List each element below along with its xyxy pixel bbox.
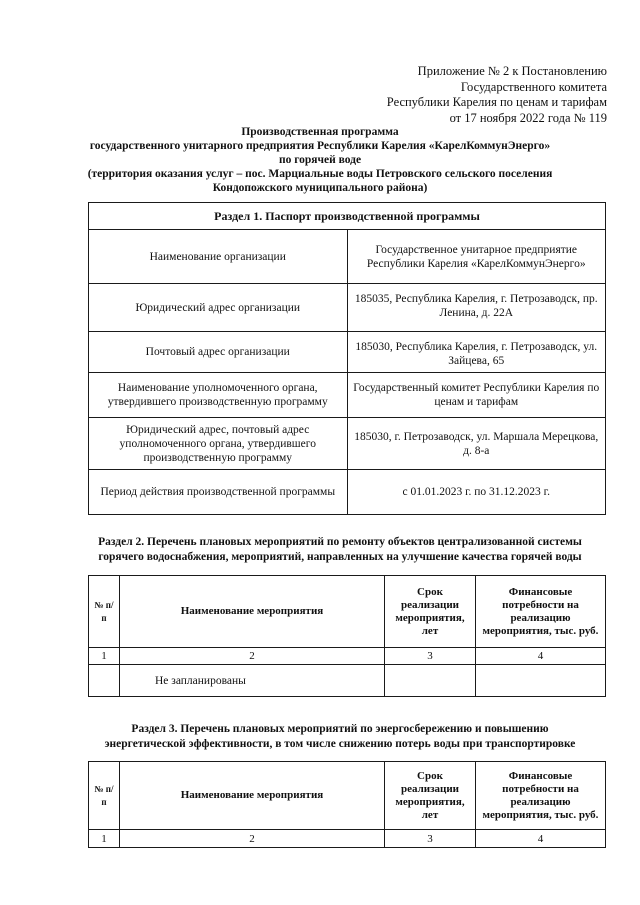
section-heading-line: горячего водоснабжения, мероприятий, направленных на улучшение качества горячей воды xyxy=(98,551,582,563)
index-cell: 2 xyxy=(120,830,385,848)
table-row xyxy=(89,470,606,515)
document-title xyxy=(60,125,580,195)
section-heading-line: энергетической эффективности, в том числе снижению потерь воды при транспортировке xyxy=(104,738,576,750)
table-header-row xyxy=(89,576,606,648)
table-row xyxy=(89,665,606,697)
index-cell: 3 xyxy=(385,648,476,665)
column-header-num: № п/п xyxy=(89,762,120,830)
table-index-row xyxy=(89,648,606,665)
passport-value: Государственный комитет Республики Карелия по ценам и тарифам xyxy=(347,373,606,418)
column-header-name: Наименование мероприятия xyxy=(120,576,385,648)
appendix-line: Республики Карелия по ценам и тарифам xyxy=(386,95,607,109)
section-heading-line: Раздел 2. Перечень плановых мероприятий по ремонту объектов централизованной системы xyxy=(98,536,582,548)
index-cell: 1 xyxy=(89,830,120,848)
title-line: Производственная программа xyxy=(241,126,399,138)
appendix-line: Государственного комитета xyxy=(460,79,607,94)
column-header-finance: Финансовые потребности на реализацию мероприятия, тыс. руб. xyxy=(476,576,606,648)
column-header-term: Срок реализации мероприятия, лет xyxy=(385,762,476,830)
table-header-row xyxy=(89,762,606,830)
index-cell: 1 xyxy=(89,648,120,665)
passport-value: с 01.01.2023 г. по 31.12.2023 г. xyxy=(347,470,606,515)
passport-label: Наименование уполномоченного органа, утвердившего производственную программу xyxy=(89,373,348,418)
table-row xyxy=(89,284,606,332)
passport-label: Период действия производственной программы xyxy=(89,470,348,515)
table-row xyxy=(89,418,606,470)
index-cell: 2 xyxy=(120,648,385,665)
column-header-num: № п/п xyxy=(89,576,120,648)
section-heading-line: Раздел 3. Перечень плановых мероприятий по энергосбережению и повышению xyxy=(131,723,549,735)
appendix-note xyxy=(387,64,607,126)
table-row xyxy=(89,373,606,418)
title-line: по горячей воде xyxy=(278,154,362,166)
table-cell xyxy=(385,665,476,697)
appendix-line: Приложение № 2 к Постановлению xyxy=(417,64,607,78)
passport-value: 185035, Республика Карелия, г. Петрозаводск, пр. Ленина, д. 22А xyxy=(347,284,606,332)
index-cell: 3 xyxy=(385,830,476,848)
passport-value: Государственное унитарное предприятие Республики Карелия «КарелКоммунЭнерго» xyxy=(347,230,606,284)
section1-heading: Раздел 1. Паспорт производственной программы xyxy=(89,203,606,230)
section3-heading xyxy=(70,722,610,752)
index-cell: 4 xyxy=(476,648,606,665)
passport-label: Юридический адрес, почтовый адрес уполномоченного органа, утвердившего производственную программу xyxy=(89,418,348,470)
column-header-term: Срок реализации мероприятия, лет xyxy=(385,576,476,648)
passport-heading-row xyxy=(89,203,606,230)
title-line: (территория оказания услуг – пос. Марциальные воды Петровского сельского поселения xyxy=(87,168,553,180)
section3-table xyxy=(88,761,606,848)
passport-label: Почтовый адрес организации xyxy=(89,332,348,373)
table-cell xyxy=(476,665,606,697)
column-header-name: Наименование мероприятия xyxy=(120,762,385,830)
title-line: государственного унитарного предприятия Республики Карелия «КарелКоммунЭнерго» xyxy=(89,140,551,152)
table-row xyxy=(89,230,606,284)
passport-table xyxy=(88,202,606,515)
empty-notice: Не запланированы xyxy=(120,665,385,697)
appendix-line: от 17 ноября 2022 года № 119 xyxy=(449,110,607,125)
column-header-finance: Финансовые потребности на реализацию мероприятия, тыс. руб. xyxy=(476,762,606,830)
table-index-row xyxy=(89,830,606,848)
table-row xyxy=(89,332,606,373)
passport-value: 185030, г. Петрозаводск, ул. Маршала Мерецкова, д. 8-а xyxy=(347,418,606,470)
section2-table xyxy=(88,575,606,697)
title-line: Кондопожского муниципального района) xyxy=(212,182,428,194)
passport-value: 185030, Республика Карелия, г. Петрозаводск, ул. Зайцева, 65 xyxy=(347,332,606,373)
passport-label: Юридический адрес организации xyxy=(89,284,348,332)
section2-heading xyxy=(70,535,610,565)
index-cell: 4 xyxy=(476,830,606,848)
passport-label: Наименование организации xyxy=(89,230,348,284)
table-cell xyxy=(89,665,120,697)
